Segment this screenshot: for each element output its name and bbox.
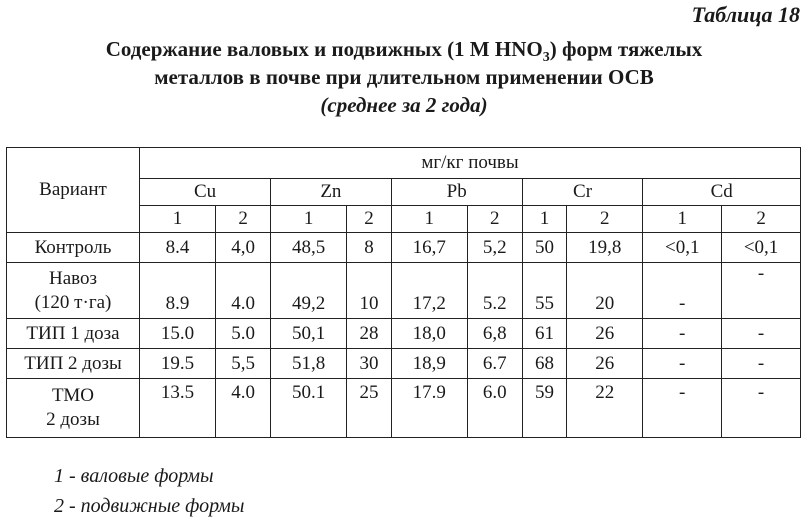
value-cell: 55	[522, 263, 566, 319]
value-cell: <0,1	[643, 233, 722, 263]
value-cell: 61	[522, 319, 566, 349]
value-cell: 18,0	[391, 319, 467, 349]
value-cell: -	[722, 379, 801, 438]
value-cell: 22	[567, 379, 643, 438]
value-cell: 51,8	[271, 349, 347, 379]
title-subscript: 3	[542, 50, 550, 66]
title-line-1-start: Содержание валовых и подвижных (1 М HNO	[105, 37, 543, 61]
value-cell: -	[722, 263, 801, 319]
value-cell: 50,1	[271, 319, 347, 349]
variant-label: ТИП 1 доза	[26, 322, 120, 344]
form-header: 1	[271, 206, 347, 233]
value-cell: -	[643, 349, 722, 379]
title-line-1-end: ) форм тяжелых	[549, 37, 703, 61]
value-cell: -	[643, 263, 722, 319]
variant-label: 2 дозы	[46, 409, 100, 430]
value-cell: -	[643, 319, 722, 349]
header-row-units	[7, 148, 801, 179]
form-header: 1	[391, 206, 467, 233]
note-2: 2 - подвижные формы	[54, 495, 245, 517]
form-header: 1	[643, 206, 722, 233]
variant-cell	[7, 233, 140, 263]
value-cell: 25	[347, 379, 391, 438]
form-header: 2	[347, 206, 391, 233]
value-cell: 26	[567, 319, 643, 349]
value-cell: 8.4	[140, 233, 216, 263]
variant-label: ТМО	[52, 385, 94, 406]
value-cell: 5.2	[467, 263, 522, 319]
value-cell: 5,5	[216, 349, 271, 379]
metals-table	[6, 147, 801, 438]
value-cell: 13.5	[140, 379, 216, 438]
value-cell: 5.0	[216, 319, 271, 349]
metal-header-cu: Cu	[140, 179, 271, 206]
table-row	[7, 263, 801, 319]
value-cell: 50.1	[271, 379, 347, 438]
value-cell: 50	[522, 233, 566, 263]
value-cell: -	[722, 319, 801, 349]
value-cell: 8.9	[140, 263, 216, 319]
variant-label: (120 т·га)	[34, 291, 112, 313]
variant-cell	[7, 379, 140, 438]
title-line-1	[0, 37, 808, 66]
table-number: Таблица 18	[691, 2, 800, 27]
value-cell: 30	[347, 349, 391, 379]
form-header: 2	[467, 206, 522, 233]
units-header: мг/кг почвы	[140, 148, 801, 179]
value-cell: 18,9	[391, 349, 467, 379]
value-cell: 4,0	[216, 233, 271, 263]
value-cell: 10	[347, 263, 391, 319]
title-line-3: (среднее за 2 года)	[320, 93, 488, 117]
value-cell: 6.7	[467, 349, 522, 379]
value-cell: 6.0	[467, 379, 522, 438]
metal-header-zn: Zn	[271, 179, 392, 206]
variant-label: ТИП 2 дозы	[24, 352, 122, 374]
title-line-2: металлов в почве при длительном применении ОСВ	[154, 65, 654, 89]
metal-header-cd: Cd	[643, 179, 801, 206]
value-cell: 28	[347, 319, 391, 349]
value-cell: 19,8	[567, 233, 643, 263]
variant-header: Вариант	[7, 148, 140, 233]
value-cell: 19.5	[140, 349, 216, 379]
form-header: 1	[522, 206, 566, 233]
table-row	[7, 319, 801, 349]
table-row	[7, 379, 801, 438]
form-header: 2	[567, 206, 643, 233]
metal-header-cr: Cr	[522, 179, 643, 206]
form-header: 2	[216, 206, 271, 233]
value-cell: <0,1	[722, 233, 801, 263]
form-header: 2	[722, 206, 801, 233]
table-row	[7, 233, 801, 263]
variant-cell	[7, 349, 140, 379]
value-cell: 17,2	[391, 263, 467, 319]
value-cell: 4.0	[216, 263, 271, 319]
value-cell: 48,5	[271, 233, 347, 263]
variant-label: Контроль	[34, 236, 112, 258]
value-cell: 15.0	[140, 319, 216, 349]
value-cell: 16,7	[391, 233, 467, 263]
value-cell: 17.9	[391, 379, 467, 438]
form-header: 1	[140, 206, 216, 233]
value-cell: -	[643, 379, 722, 438]
value-cell: 20	[567, 263, 643, 319]
value-cell: 4.0	[216, 379, 271, 438]
variant-cell	[7, 263, 140, 319]
variant-label: Навоз	[48, 267, 97, 289]
variant-cell	[7, 319, 140, 349]
value-cell: 49,2	[271, 263, 347, 319]
table-row	[7, 349, 801, 379]
metal-header-pb: Pb	[391, 179, 522, 206]
value-cell: 8	[347, 233, 391, 263]
value-cell: 6,8	[467, 319, 522, 349]
value-cell: 5,2	[467, 233, 522, 263]
value-cell: 68	[522, 349, 566, 379]
value-cell: 59	[522, 379, 566, 438]
value-cell: 26	[567, 349, 643, 379]
note-1: 1 - валовые формы	[54, 465, 214, 487]
value-cell: -	[722, 349, 801, 379]
